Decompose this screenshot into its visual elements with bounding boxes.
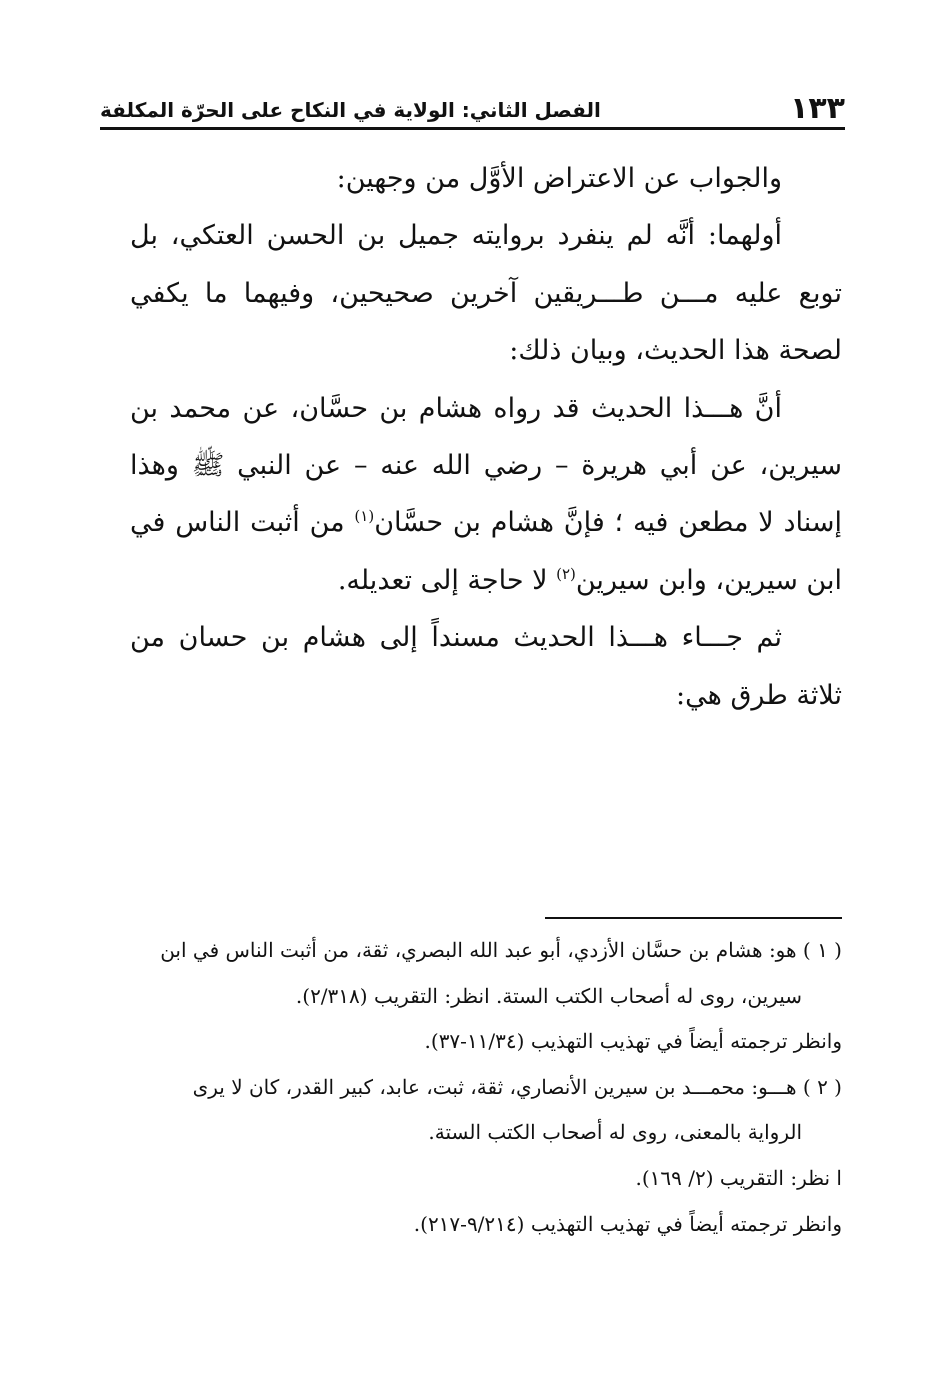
paragraph-3-part-b: من أثبت الناس في ابن سيرين، وابن سيرين bbox=[130, 507, 842, 596]
running-title: الفصل الثاني: الولاية في النكاح على الحرّة المكلفة bbox=[100, 98, 601, 122]
paragraph-3 bbox=[130, 380, 842, 610]
paragraph-2: أولهما: أنَّه لم ينفرد بروايته جميل بن الحسن العتكي، بل توبع عليه مـــن طـــريقين آخرين صحيحين، وفيهما ما يكفي لصحة هذا الحديث، وبيان ذلك: bbox=[130, 220, 842, 367]
footnote-separator bbox=[545, 917, 842, 919]
page-header bbox=[100, 88, 845, 128]
page-number: ١٣٣ bbox=[790, 91, 845, 126]
footnote-2-line-1: ( ٢ ) هـــو: محمـــد بن سيرين الأنصاري، ثقة، ثبت، عابد، كبير القدر، كان لا يرى bbox=[192, 1074, 842, 1099]
footnotes bbox=[130, 928, 842, 1247]
footnote-ref-2: (٢) bbox=[556, 564, 576, 583]
footnote-ref-1: (١) bbox=[354, 507, 375, 526]
header-rule bbox=[100, 127, 845, 130]
paragraph-4: ثم جـــاء هـــذا الحديث مسنداً إلى هشام بن حسان من ثلاثة طرق هي: bbox=[130, 622, 842, 711]
footnote-2-line-3: ا نظر: التقريب (٢/ ١٦٩). bbox=[635, 1165, 842, 1190]
footnote-1-line-1: ( ١ ) هو: هشام بن حسَّان الأزدي، أبو عبد الله البصري، ثقة، من أثبت الناس في ابن bbox=[160, 938, 842, 962]
paragraph-3-part-c: لا حاجة إلى تعديله. bbox=[337, 564, 557, 596]
footnote-2-line-4: وانظر ترجمته أيضاً في تهذيب التهذيب (٩/٢١٤-٢١٧). bbox=[413, 1211, 842, 1236]
paragraph-1: والجواب عن الاعتراض الأوَّل من وجهين: bbox=[336, 163, 782, 194]
footnote-2-line-2: الرواية بالمعنى، روى له أصحاب الكتب الستة. bbox=[428, 1120, 802, 1145]
footnote-1-line-3: وانظر ترجمته أيضاً في تهذيب التهذيب (١١/٣٤-٣٧). bbox=[424, 1029, 842, 1054]
main-text bbox=[130, 150, 842, 724]
footnote-1-line-2: سيرين، روى له أصحاب الكتب الستة. انظر: التقريب (٢/٣١٨). bbox=[295, 983, 802, 1008]
paragraph-3-part-a: أنَّ هـــذا الحديث قد رواه هشام بن حسَّان، عن محمد بن سيرين، عن أبي هريرة – رضي الله عنه – عن النبي ﷺ وهذا إسناد لا مطعن فيه ؛ فإنَّ هشام بن حسَّان bbox=[130, 392, 843, 539]
